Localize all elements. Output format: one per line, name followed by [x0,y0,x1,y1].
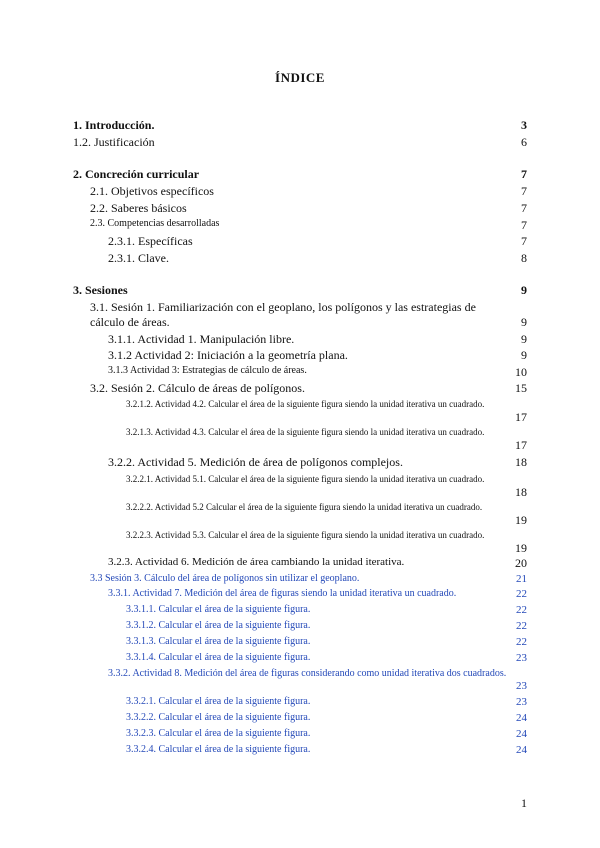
page-number: 1 [521,796,527,810]
toc-label: 3.2.3. Actividad 6. Medición de área cambiando la unidad iterativa. [108,556,405,568]
toc-page: 24 [516,744,527,756]
toc-page: 17 [515,410,527,424]
toc-label: 2.2. Saberes básicos [90,201,187,215]
toc-label: 3.3.2.1. Calcular el área de la siguiente figura. [126,696,311,707]
toc-page: 9 [521,315,527,329]
toc-label: 3.2.1.3. Actividad 4.3. Calcular el área de la siguiente figura siendo la unidad iterativa un cuadrado. [126,427,485,437]
toc-label: 3.3.1.1. Calcular el área de la siguiente figura. [126,604,311,615]
toc-page: 7 [521,218,527,232]
toc-label: 3.2. Sesión 2. Cálculo de áreas de polígonos. [90,381,305,395]
toc-label: 2. Concreción curricular [73,167,200,181]
toc-label: 3.3.2. Actividad 8. Medición del área de figuras considerando como unidad iterativa dos cuadrados. [108,668,507,679]
toc-label: 3.1. Sesión 1. Familiarización con el geoplano, los polígonos y las estrategias de cálculo de áreas. [90,300,476,329]
toc-label: 3.3.2.4. Calcular el área de la siguiente figura. [126,744,311,755]
toc-page: 20 [515,556,527,570]
toc-label: 3.3.1. Actividad 7. Medición del área de figuras siendo la unidad iterativa un cuadrado. [108,588,457,599]
toc-label: 3. Sesiones [73,283,128,297]
toc-page: 6 [521,135,527,149]
toc-page: 7 [521,201,527,215]
toc-page: 22 [516,588,527,600]
toc-page: 9 [521,348,527,362]
toc-label: 3.3.1.3. Calcular el área de la siguiente figura. [126,636,311,647]
toc-page: 19 [515,541,527,555]
toc-label: 3.3.1.2. Calcular el área de la siguiente figura. [126,620,311,631]
toc-page: 7 [521,234,527,248]
toc-page: 9 [521,283,527,297]
toc-label: 2.3.1. Clave. [108,251,169,265]
toc-page: 15 [515,381,527,395]
toc-label: 3.2.2.3. Actividad 5.3. Calcular el área de la siguiente figura siendo la unidad iterativa un cuadrado. [126,530,485,540]
toc-page: 22 [516,636,527,648]
toc-label: 3.3.2.2. Calcular el área de la siguiente figura. [126,712,311,723]
toc-label: 1.2. Justificación [73,135,155,149]
toc-page: 8 [521,251,527,265]
toc-page: 23 [516,680,527,692]
toc-label: 2.3. Competencias desarrolladas [90,218,220,229]
toc-page: 23 [516,696,527,708]
toc-page: 22 [516,604,527,616]
toc-label: 3.1.2 Actividad 2: Iniciación a la geometría plana. [108,348,348,362]
toc-page: 19 [515,513,527,527]
toc-label: 3.2.1.2. Actividad 4.2. Calcular el área de la siguiente figura siendo la unidad iterativa un cuadrado. [126,399,485,409]
toc-page: 7 [521,167,527,181]
toc-page: 17 [515,438,527,452]
toc-page: 21 [516,573,527,585]
toc-label: 3.2.2. Actividad 5. Medición de área de polígonos complejos. [108,455,403,469]
toc-label: 3.1.1. Actividad 1. Manipulación libre. [108,332,295,346]
toc-page: 10 [515,365,527,379]
toc-page: 24 [516,712,527,724]
toc-label: 2.3.1. Específicas [108,234,193,248]
toc-label: 1. Introducción. [73,118,155,132]
toc-page: 24 [516,728,527,740]
page-title: ÍNDICE [275,70,325,85]
toc-page: 18 [515,455,527,469]
toc-page: 9 [521,332,527,346]
toc-page: 7 [521,184,527,198]
toc-label: 3.1.3 Actividad 3: Estrategias de cálculo de áreas. [108,365,307,376]
toc-label: 3.2.2.1. Actividad 5.1. Calcular el área de la siguiente figura siendo la unidad iterativa un cuadrado. [126,474,485,484]
toc-label: 3.2.2.2. Actividad 5.2 Calcular el área de la siguiente figura siendo la unidad iterativa un cuadrado. [126,502,483,512]
toc-page: 3 [521,118,527,132]
toc-label: 3.3 Sesión 3. Cálculo del área de polígonos sin utilizar el geoplano. [90,573,360,584]
toc-label: 3.3.2.3. Calcular el área de la siguiente figura. [126,728,311,739]
toc-label: 2.1. Objetivos específicos [90,184,214,198]
toc-page: 18 [515,485,527,499]
toc-page: 23 [516,652,527,664]
toc-page: 22 [516,620,527,632]
toc-label: 3.3.1.4. Calcular el área de la siguiente figura. [126,652,311,663]
